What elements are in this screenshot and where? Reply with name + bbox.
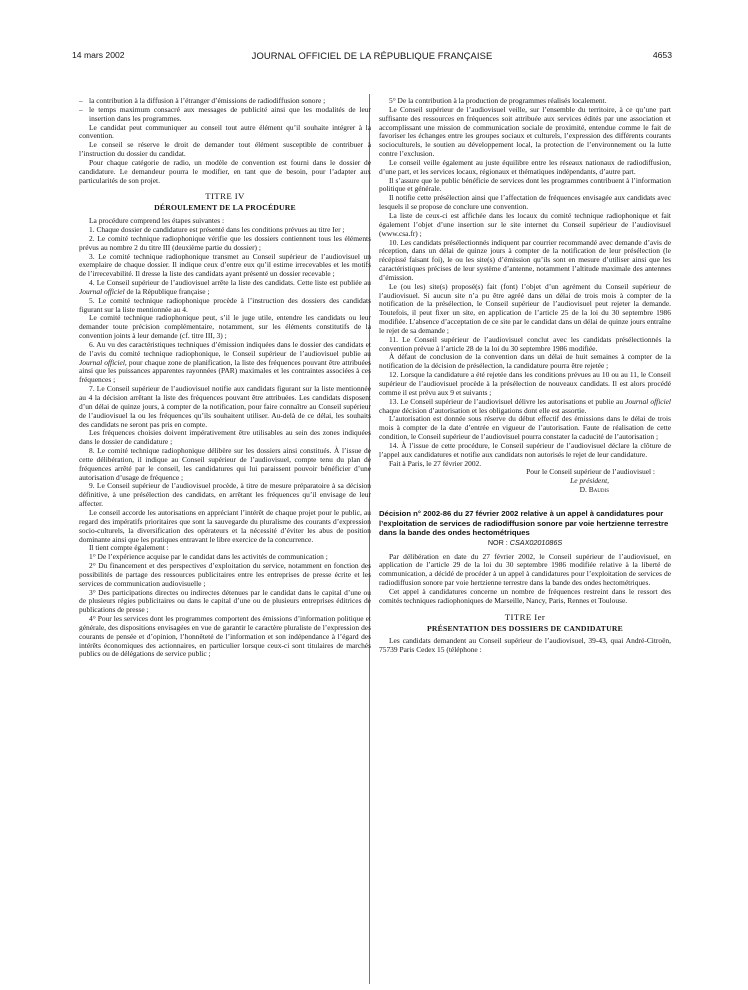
paragraph: 11. Le Conseil supérieur de l’audiovisuel conclut avec les candidats présélectionnés la convention prévue à l’article 28 de la loi du 30 septembre 1986 modifiée. (379, 334, 671, 353)
decision-title: Décision n° 2002-86 du 27 février 2002 relative à un appel à candidatures pour l’exploitation de services de radiodiffusion sonore par voie hertzienne terrestre dans la bande des ondes hectométriques (379, 508, 669, 538)
paragraph: 1° De l’expérience acquise par le candidat dans les activités de communication ; (89, 552, 328, 562)
section-subtitle: DÉROULEMENT DE LA PROCÉDURE (154, 203, 296, 213)
paragraph: – le temps maximum consacré aux messages de publicité ainsi que les modalités de leur insertion dans les programmes. (79, 106, 371, 124)
header-date: 14 mars 2002 (72, 50, 125, 60)
paragraph: Le comité technique radiophonique peut, s’il le juge utile, entendre les candidats ou leur demander toute précision complémentaire, notamment, sur les éléments constitutifs de la convention joints à leur demande (cf. titre III, 3) ; (79, 313, 371, 341)
paragraph (379, 398, 671, 416)
paragraph: Les candidats demandent au Conseil supérieur de l’audiovisuel, 39-43, quai André-Citroën, 75739 Paris Cedex 15 (téléphone : (379, 636, 671, 655)
paragraph: À défaut de conclusion de la convention dans un délai de huit semaines à compter de la notification de la décision de présélection, la candidature pourra être rejetée ; (379, 352, 671, 371)
paragraph: 5° De la contribution à la production de programmes réalisés localement. (389, 96, 607, 105)
paragraph: 3° Des participations directes ou indirectes détenues par le candidat dans le capital d’une ou de plusieurs régies publicitaires ou dans le capital d’une ou de plusieurs entreprises éditrices de publications de presse ; (79, 587, 371, 615)
paragraph: 14. À l’issue de cette procédure, le Conseil supérieur de l’audiovisuel déclare la clôture de l’appel aux candidatures et notifie aux candidats non autorisés le rejet de leur candidature. (379, 440, 671, 459)
paragraph: 10. Les candidats présélectionnés indiquent par courrier recommandé avec demande d’avis de réception, dans un délai de quinze jours à compter de la notification de leur présélection (le récépissé faisant foi), le ou les site(s) d’émission qu’ils sont en mesure d’utiliser ainsi que les caractéristiques précises de leur système d’antenne, notamment l’altitude maximale des antennes d’émission. (379, 237, 671, 282)
paragraph: L’autorisation est donnée sous réserve du début effectif des émissions dans le délai de trois mois à compter de la date d’entrée en vigueur de l’autorisation. Faute de réalisation de cette condition, le Conseil supérieur de l’audiovisuel pourra constater la caducité de l’autorisation ; (379, 414, 671, 442)
paragraph: Le (ou les) site(s) proposé(s) fait (font) l’objet d’un agrément du Conseil supérieur de l’audiovisuel. Si aucun site n’a pu être agréé dans un délai de trois mois à compter de la notification de la présélection, le Conseil supérieur de l’audiovisuel peut rejeter la demande. Toutefois, il peut fixer un site, en application de l’article 25 de la loi du 30 septembre 1986 modifiée. L’absence d’acceptation de ce site par le candidat dans un délai de quinze jours entraîne le rejet de sa demande ; (379, 281, 671, 335)
nor-value: CSAX0201086S (509, 537, 563, 547)
paragraph: Le conseil veille également au juste équilibre entre les réseaux nationaux de radiodiffusion, d’une part, et les services locaux, régionaux et thématiques indépendants, d’autre part. (379, 157, 671, 176)
paragraph: Le conseil se réserve le droit de demander tout élément susceptible de contribuer à l’instruction du dossier du candidat. (79, 140, 371, 159)
paragraph: Pour chaque catégorie de radio, un modèle de convention est fourni dans le dossier de candidature. Le demandeur pourra le modifier, en tant que de besoin, pour l’adapter aux particularités de son projet. (79, 157, 371, 185)
paragraph: Les fréquences choisies doivent impérativement être utilisables au sein des zones indiquées dans le dossier de candidature ; (79, 428, 371, 447)
nor-reference (379, 539, 671, 548)
text: de la République française ; (124, 286, 210, 296)
journal-title: JOURNAL OFFICIEL DE LA RÉPUBLIQUE FRANÇAISE (251, 50, 493, 61)
text: , pour chaque zone de planification, la liste des fréquences pouvant être attribuées ainsi que les puissances apparentes rayonnées (PAR) maximales et les contraintes associées à ces fréquences ; (79, 357, 371, 385)
paragraph: Il s’assure que le public bénéficie de services dont les programmes contribuent à l’information politique et générale. (379, 175, 671, 194)
text: 13. Le Conseil supérieur de l’audiovisuel délivre les autorisations et publie au (389, 396, 626, 406)
text: 6. Au vu des caractéristiques techniques d’émission indiquées dans le dossier des candidats et de l’avis du comité technique radiophonique, le Conseil supérieur de l’audiovisuel publie au (79, 339, 371, 358)
right-column (379, 97, 671, 655)
section-title: TITRE IV (205, 191, 245, 202)
page-number: 4653 (652, 50, 672, 60)
paragraph: 8. Le comité technique radiophonique délibère sur les dossiers ainsi constitués. À l’issue de cette délibération, il indique au Conseil supérieur de l’audiovisuel, compte tenu du plan de fréquences arrêté par le conseil, les candidatures qui lui paraissent pouvoir bénéficier d’une autorisation d’usage de fréquence ; (79, 446, 371, 482)
journal-reference: Journal officiel (79, 286, 125, 296)
paragraph: 2° Du financement et des perspectives d’exploitation du service, notamment en fonction des possibilités de partage des ressources publicitaires entre les entreprises de presse écrite et les services de communication audiovisuelle ; (79, 561, 371, 588)
paragraph: 4° Pour les services dont les programmes comportent des émissions d’information politique et générale, des dispositions envisagées en vue de garantir le caractère pluraliste de l’expression des courants de pensée et d’opinion, l’honnêteté de l’information et son indépendance à l’égard des intérêts économiques des actionnaires, en particulier lorsque ceux-ci sont titulaires de marchés publics ou de délégations de service public ; (79, 614, 371, 659)
journal-reference: Journal officiel (79, 357, 125, 367)
paragraph: Le conseil accorde les autorisations en appréciant l’intérêt de chaque projet pour le public, au regard des impératifs prioritaires que sont la sauvegarde du pluralisme des courants d’expression socio-culturels, la diversification des opérateurs et la nécessité d’éviter les abus de position dominante ainsi que les pratiques entravant le libre exercice de la concurrence. (79, 507, 371, 544)
paragraph: Le candidat peut communiquer au conseil tout autre élément qu’il souhaite intégrer à la convention. (79, 122, 371, 141)
paragraph: 2. Le comité technique radiophonique vérifie que les dossiers contiennent tous les éléments prévus au nombre 2 du titre III (deuxième partie du dossier) ; (79, 233, 371, 252)
section-subtitle: PRÉSENTATION DES DOSSIERS DE CANDIDATURE (427, 623, 623, 633)
nor-label: NOR : (487, 537, 510, 547)
paragraph (79, 279, 371, 297)
paragraph: – la contribution à la diffusion à l’étranger d’émissions de radiodiffusion sonore ; (79, 97, 371, 106)
paragraph: 7. Le Conseil supérieur de l’audiovisuel notifie aux candidats figurant sur la liste mentionnée au 4 la décision arrêtant la liste des fréquences pouvant être attribuées. Les candidats disposent d’un délai de quinze jours, à compter de la notification, pour faire connaître au Conseil supérieur de l’audiovisuel la ou les fréquences qu’ils souhaitent utiliser. Au-delà de ce délai, les souhaits des candidats ne seront pas pris en compte. (79, 384, 371, 429)
paragraph: 9. Le Conseil supérieur de l’audiovisuel procède, à titre de mesure préparatoire à sa décision définitive, à une présélection des candidats, en arrêtant les fréquences qu’il envisage de leur affecter. (79, 481, 371, 509)
paragraph: Fait à Paris, le 27 février 2002. (389, 458, 482, 468)
paragraph: 3. Le comité technique radiophonique transmet au Conseil supérieur de l’audiovisuel un exemplaire de chaque dossier. Il indique ceux d’entre eux qu’il estime irrecevables et les motifs de l’irrecevabilité. Il dresse la liste des candidats ayant présenté un dossier recevable ; (79, 251, 371, 279)
paragraph: Le Conseil supérieur de l’audiovisuel veille, sur l’ensemble du territoire, à ce qu’une part suffisante des ressources en fréquences soit attribuée aux services édités par une association et accomplissant une mission de communication sociale de proximité, entendue comme le fait de favoriser les échanges entre les groupes sociaux et culturels, l’expression des différents courants socioculturels, le soutien au développement local, la protection de l’environnement ou la lutte contre l’exclusion. (379, 104, 671, 159)
paragraph: 12. Lorsque la candidature a été rejetée dans les conditions prévues au 10 ou au 11, le Conseil supérieur de l’audiovisuel procède à la présélection de nouveaux candidats. Il est alors procédé comme il est prévu aux 9 et suivants ; (379, 370, 671, 397)
signature-title: Le président, (570, 476, 609, 486)
paragraph: 1. Chaque dossier de candidature est présenté dans les conditions prévues au titre Ier ; (89, 224, 345, 234)
signature-name: D. Baudis (579, 485, 609, 495)
section-title: TITRE Ier (504, 611, 546, 622)
text: chaque décision d’autorisation et les obligations dont elle est assortie. (379, 405, 587, 415)
paragraph: Il notifie cette présélection ainsi que l’affectation de fréquences envisagée aux candidats avec lesquels il se propose de conclure une convention. (379, 193, 671, 212)
left-column (79, 97, 371, 659)
paragraph (79, 341, 371, 385)
paragraph: Cet appel à candidatures concerne un nombre de fréquences restreint dans le ressort des comités techniques radiophoniques de Marseille, Nancy, Paris, Rennes et Toulouse. (379, 586, 671, 605)
text: 4. Le Conseil supérieur de l’audiovisuel arrête la liste des candidats. Cette liste est publiée au (89, 278, 371, 288)
paragraph: Par délibération en date du 27 février 2002, le Conseil supérieur de l’audiovisuel, en application de l’article 29 de la loi du 30 septembre 1986 modifiée relative à la liberté de communication, a décidé de procéder à un appel à candidatures pour l’exploitation de services de radiodiffusion sonore par voie hertzienne terrestre dans la bande des ondes hectométriques. (379, 551, 671, 588)
page-header (72, 50, 672, 64)
paragraph: La liste de ceux-ci est affichée dans les locaux du comité technique radiophonique et fait également l’objet d’une insertion sur le site internet du Conseil supérieur de l’audiovisuel (www.csa.fr) ; (379, 210, 671, 238)
paragraph: 5. Le comité technique radiophonique procède à l’instruction des dossiers des candidats figurant sur la liste mentionnée au 4. (79, 295, 371, 314)
paragraph: La procédure comprend les étapes suivantes : (89, 216, 225, 226)
journal-reference: Journal officiel (625, 396, 672, 406)
signature-line: Pour le Conseil supérieur de l’audiovisuel : (526, 467, 655, 477)
paragraph: Il tient compte également : (89, 543, 169, 553)
